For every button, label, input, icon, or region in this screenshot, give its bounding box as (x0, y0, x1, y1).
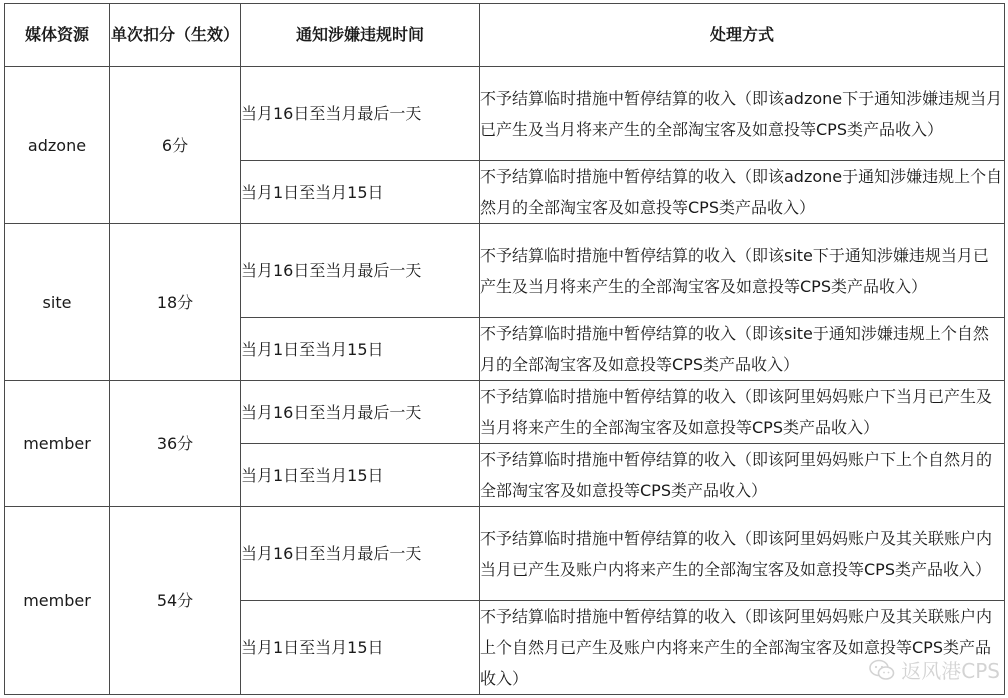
header-media: 媒体资源 (5, 4, 110, 67)
method-cell: 不予结算临时措施中暂停结算的收入（即该site于通知涉嫌违规上个自然月的全部淘宝客及如意投等CPS类产品收入） (480, 318, 1005, 381)
method-cell: 不予结算临时措施中暂停结算的收入（即该阿里妈妈账户下当月已产生及当月将来产生的全部淘宝客及如意投等CPS类产品收入） (480, 381, 1005, 444)
media-cell: site (5, 224, 110, 381)
time-cell: 当月1日至当月15日 (241, 161, 480, 224)
media-cell: adzone (5, 67, 110, 224)
score-cell: 6分 (110, 67, 241, 224)
table-row (5, 507, 1005, 601)
method-cell: 不予结算临时措施中暂停结算的收入（即该阿里妈妈账户及其关联账户内当月已产生及账户内将来产生的全部淘宝客及如意投等CPS类产品收入） (480, 507, 1005, 601)
header-method: 处理方式 (480, 4, 1005, 67)
time-cell: 当月1日至当月15日 (241, 601, 480, 695)
watermark (869, 655, 1000, 684)
table-row (5, 381, 1005, 444)
header-time: 通知涉嫌违规时间 (241, 4, 480, 67)
method-cell: 不予结算临时措施中暂停结算的收入（即该adzone下于通知涉嫌违规当月已产生及当月将来产生的全部淘宝客及如意投等CPS类产品收入） (480, 67, 1005, 161)
rules-table-container (4, 3, 1004, 695)
score-cell: 18分 (110, 224, 241, 381)
time-cell: 当月1日至当月15日 (241, 318, 480, 381)
wechat-icon (869, 659, 895, 681)
watermark-text: 返风港CPS (901, 659, 1000, 683)
score-cell: 36分 (110, 381, 241, 507)
time-cell: 当月1日至当月15日 (241, 444, 480, 507)
table-row (5, 67, 1005, 161)
time-cell: 当月16日至当月最后一天 (241, 507, 480, 601)
time-cell: 当月16日至当月最后一天 (241, 67, 480, 161)
method-cell: 不予结算临时措施中暂停结算的收入（即该adzone于通知涉嫌违规上个自然月的全部淘宝客及如意投等CPS类产品收入） (480, 161, 1005, 224)
score-cell: 54分 (110, 507, 241, 695)
table-row (5, 224, 1005, 318)
media-cell: member (5, 507, 110, 695)
rules-table (4, 3, 1005, 695)
media-cell: member (5, 381, 110, 507)
table-header-row (5, 4, 1005, 67)
time-cell: 当月16日至当月最后一天 (241, 381, 480, 444)
method-cell: 不予结算临时措施中暂停结算的收入（即该阿里妈妈账户下上个自然月的全部淘宝客及如意投等CPS类产品收入） (480, 444, 1005, 507)
method-cell: 不予结算临时措施中暂停结算的收入（即该site下于通知涉嫌违规当月已产生及当月将来产生的全部淘宝客及如意投等CPS类产品收入） (480, 224, 1005, 318)
time-cell: 当月16日至当月最后一天 (241, 224, 480, 318)
method-cell: 不予结算临时措施中暂停结算的收入（即该阿里妈妈账户及其关联账户内上个自然月已产生及账户内将来产生的全部淘宝客及如意投等CPS类产品收入） (480, 601, 1005, 695)
header-deduct: 单次扣分（生效） (110, 4, 241, 67)
